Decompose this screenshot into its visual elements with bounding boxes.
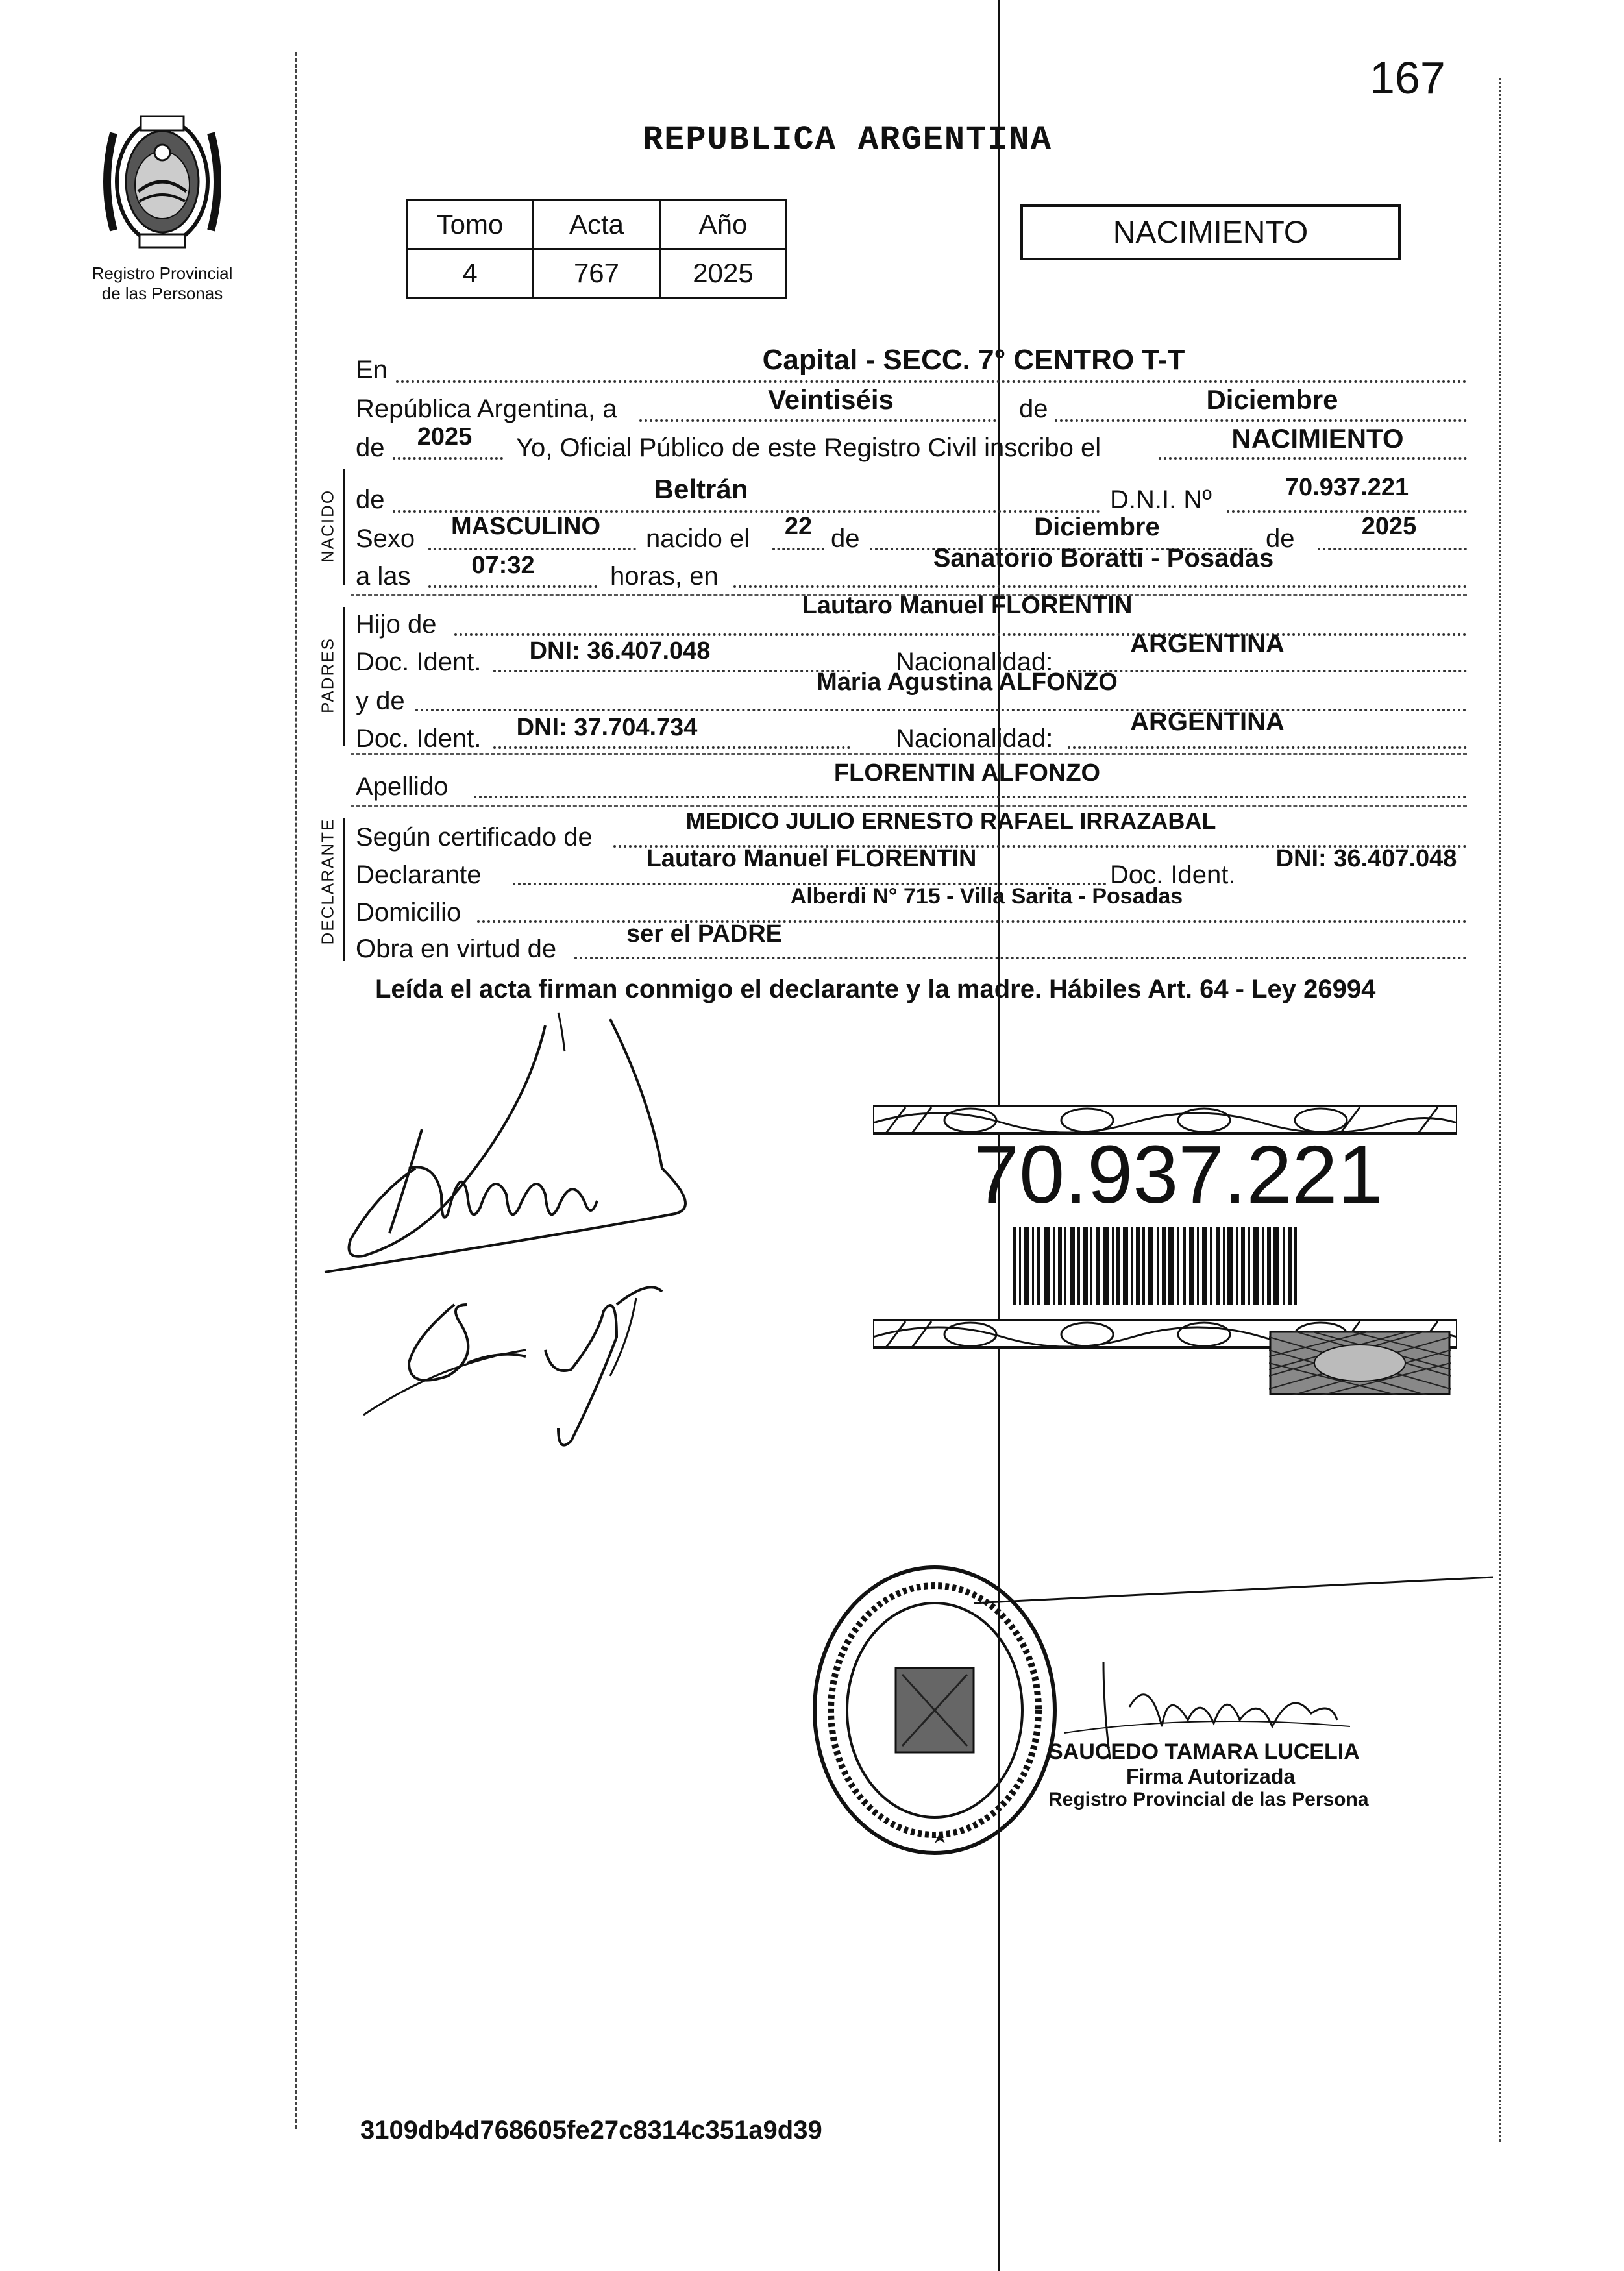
registry-val-tomo: 4 bbox=[407, 249, 534, 298]
registry-table bbox=[406, 199, 787, 299]
declarante-label: Declarante bbox=[356, 861, 482, 889]
birth-day-value: 22 bbox=[784, 513, 813, 540]
lugar-value: Sanatorio Boratti - Posadas bbox=[933, 544, 1274, 572]
madre-nac-value: ARGENTINA bbox=[1130, 707, 1285, 736]
registry-col-tomo: Tomo bbox=[407, 201, 534, 249]
month-value: Diciembre bbox=[1206, 384, 1338, 415]
registry-col-acta: Acta bbox=[534, 201, 660, 249]
en-line bbox=[396, 380, 1467, 383]
padres-bracket bbox=[343, 607, 345, 746]
domicilio-label: Domicilio bbox=[356, 898, 461, 927]
barcode-icon bbox=[1013, 1227, 1298, 1305]
signature-declarante bbox=[312, 1000, 805, 1467]
authority-name: SAUCEDO TAMARA LUCELIA bbox=[1048, 1739, 1360, 1764]
left-margin-line bbox=[295, 52, 297, 2129]
obra-line bbox=[574, 957, 1467, 959]
apellido-value: FLORENTIN ALFONZO bbox=[833, 759, 1101, 787]
right-margin-line bbox=[1499, 78, 1501, 2142]
nombre-label: de bbox=[356, 485, 385, 514]
a-las-label: a las bbox=[356, 562, 411, 591]
month-line bbox=[1055, 419, 1467, 422]
madre-doc-line bbox=[493, 746, 850, 749]
padre-nac-value: ARGENTINA bbox=[1130, 630, 1285, 658]
padres-section-label: PADRES bbox=[317, 637, 338, 713]
day-value: Veintiséis bbox=[768, 384, 894, 415]
padre-doc-value: DNI: 36.407.048 bbox=[529, 637, 711, 665]
birth-month-value: Diciembre bbox=[1034, 513, 1160, 541]
obra-value: ser el PADRE bbox=[626, 920, 783, 948]
madre-nac-label: Nacionalidad: bbox=[896, 724, 1053, 753]
nacido-bracket bbox=[343, 469, 345, 585]
lugar-line bbox=[733, 585, 1467, 588]
day-line bbox=[639, 419, 996, 422]
apellido-label: Apellido bbox=[356, 772, 449, 801]
registry-col-anio: Año bbox=[660, 201, 787, 249]
segun-value: MEDICO JULIO ERNESTO RAFAEL IRRAZABAL bbox=[685, 807, 1216, 834]
logo-caption: Registro Provincial de las Personas bbox=[92, 264, 233, 303]
madre-value: Maria Agustina ALFONZO bbox=[817, 669, 1118, 696]
authority-block bbox=[1048, 1739, 1369, 1811]
declarante-section-label: DECLARANTE bbox=[317, 818, 338, 945]
stamp-line bbox=[974, 1571, 1493, 1610]
domicilio-value: Alberdi N° 715 - Villa Sarita - Posadas bbox=[790, 884, 1183, 909]
y-de-label: y de bbox=[356, 687, 405, 715]
hijo-de-label: Hijo de bbox=[356, 610, 437, 639]
separator-3 bbox=[351, 805, 1467, 807]
en-value: Capital - SECC. 7° CENTRO T-T bbox=[762, 344, 1185, 376]
segun-label: Según certificado de bbox=[356, 823, 593, 852]
page-number: 167 bbox=[1370, 53, 1446, 103]
year-line bbox=[393, 457, 503, 460]
hora-value: 07:32 bbox=[471, 552, 535, 579]
de2-label: de bbox=[356, 434, 385, 462]
separator-2 bbox=[351, 753, 1467, 755]
hora-line bbox=[428, 585, 597, 588]
hologram-icon bbox=[1269, 1331, 1451, 1395]
republica-label: República Argentina, a bbox=[356, 395, 617, 423]
birth-year-value: 2025 bbox=[1361, 513, 1417, 540]
authority-role: Firma Autorizada bbox=[1126, 1765, 1296, 1788]
padre-value: Lautaro Manuel FLORENTIN bbox=[802, 592, 1133, 619]
en-label: En bbox=[356, 356, 388, 384]
obra-label: Obra en virtud de bbox=[356, 935, 557, 963]
de-label: de bbox=[1019, 395, 1048, 423]
decl-doc-value: DNI: 36.407.048 bbox=[1275, 845, 1457, 872]
registry-value-row bbox=[407, 249, 787, 298]
registry-header-row bbox=[407, 201, 787, 249]
nacido-section-label: NACIDO bbox=[317, 489, 338, 563]
de3-label: de bbox=[831, 524, 860, 553]
inscribo-value: NACIMIENTO bbox=[1231, 423, 1404, 454]
registry-logo bbox=[71, 107, 253, 304]
madre-doc-value: DNI: 37.704.734 bbox=[516, 714, 698, 741]
apellido-line bbox=[474, 796, 1467, 798]
provincial-seal-icon bbox=[88, 107, 237, 256]
de4-label: de bbox=[1266, 524, 1295, 553]
dni-value: 70.937.221 bbox=[1285, 474, 1409, 501]
act-type-box: NACIMIENTO bbox=[1020, 204, 1401, 260]
sexo-label: Sexo bbox=[356, 524, 415, 553]
registry-val-anio: 2025 bbox=[660, 249, 787, 298]
oficial-text: Yo, Oficial Público de este Registro Civil inscribo el bbox=[516, 434, 1101, 462]
closing-text: Leída el acta firman conmigo el declarante y la madre. Hábiles Art. 64 - Ley 26994 bbox=[375, 975, 1376, 1003]
nacido-el-label: nacido el bbox=[646, 524, 750, 553]
sexo-line bbox=[428, 548, 636, 550]
madre-doc-label: Doc. Ident. bbox=[356, 724, 482, 753]
nombre-value: Beltrán bbox=[654, 474, 748, 504]
birth-day-line bbox=[772, 548, 824, 550]
inscribo-line bbox=[1159, 457, 1467, 460]
document-title: REPUBLICA ARGENTINA bbox=[643, 121, 1052, 159]
declarante-value: Lautaro Manuel FLORENTIN bbox=[646, 845, 977, 872]
year-value: 2025 bbox=[417, 423, 473, 450]
document-hash: 3109db4d768605fe27c8314c351a9d39 bbox=[360, 2116, 822, 2144]
registry-val-acta: 767 bbox=[534, 249, 660, 298]
padre-doc-label: Doc. Ident. bbox=[356, 648, 482, 676]
madre-nac-line bbox=[1068, 746, 1467, 749]
padre-nac-label: Nacionalidad: bbox=[896, 648, 1053, 676]
authority-office: Registro Provincial de las Persona bbox=[1048, 1789, 1369, 1810]
horas-en-label: horas, en bbox=[610, 562, 719, 591]
id-number-big: 70.937.221 bbox=[974, 1129, 1383, 1220]
sexo-value: MASCULINO bbox=[450, 513, 601, 540]
declarante-bracket bbox=[343, 818, 345, 961]
birth-year-line bbox=[1318, 548, 1467, 550]
dni-label: D.N.I. Nº bbox=[1110, 485, 1212, 514]
decl-doc-label: Doc. Ident. bbox=[1110, 861, 1236, 889]
